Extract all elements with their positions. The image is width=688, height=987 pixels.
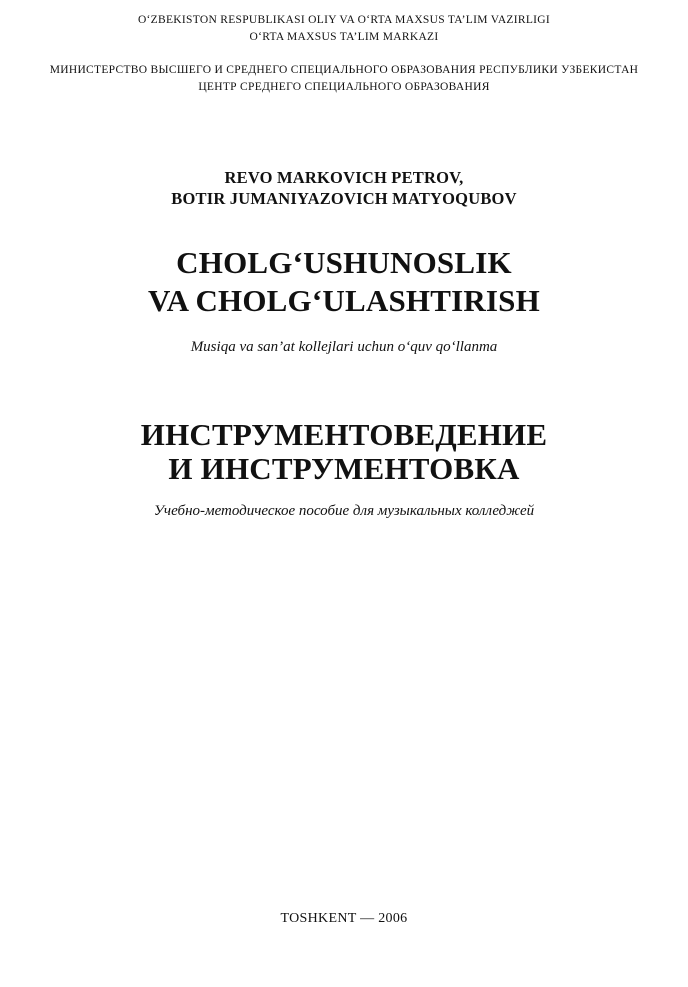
uz-subtitle: Musiqa va san’at kollejlari uchun o‘quv qo‘llanma <box>190 339 498 355</box>
ru-title-line-2: И ИНСТРУМЕНТОВКА <box>168 451 520 486</box>
uz-ministry-line-2: O‘RTA MAXSUS TA’LIM MARKAZI <box>249 31 439 43</box>
uz-title-line-2: VA CHOLG‘ULASHTIRISH <box>148 283 540 318</box>
ru-ministry-line-1: МИНИСТЕРСТВО ВЫСШЕГО И СРЕДНЕГО СПЕЦИАЛЬНОГО ОБРАЗОВАНИЯ РЕСПУБЛИКИ УЗБЕКИСТАН <box>49 64 639 76</box>
uz-ministry-line-1: O‘ZBEKISTON RESPUBLIKASI OLIY VA O‘RTA MAXSUS TA’LIM VAZIRLIGI <box>137 14 551 26</box>
author-line-2: BOTIR JUMANIYAZOVICH MATYOQUBOV <box>171 189 517 208</box>
imprint: TOSHKENT — 2006 <box>280 911 408 926</box>
ru-title-line-1: ИНСТРУМЕНТОВЕДЕНИЕ <box>140 417 548 452</box>
uz-title-line-1: CHOLG‘USHUNOSLIK <box>176 245 512 280</box>
ru-subtitle: Учебно-методическое пособие для музыкальных колледжей <box>153 503 535 519</box>
ru-ministry-line-2: ЦЕНТР СРЕДНЕГО СПЕЦИАЛЬНОГО ОБРАЗОВАНИЯ <box>198 81 490 93</box>
author-line-1: REVO MARKOVICH PETROV, <box>224 168 464 187</box>
